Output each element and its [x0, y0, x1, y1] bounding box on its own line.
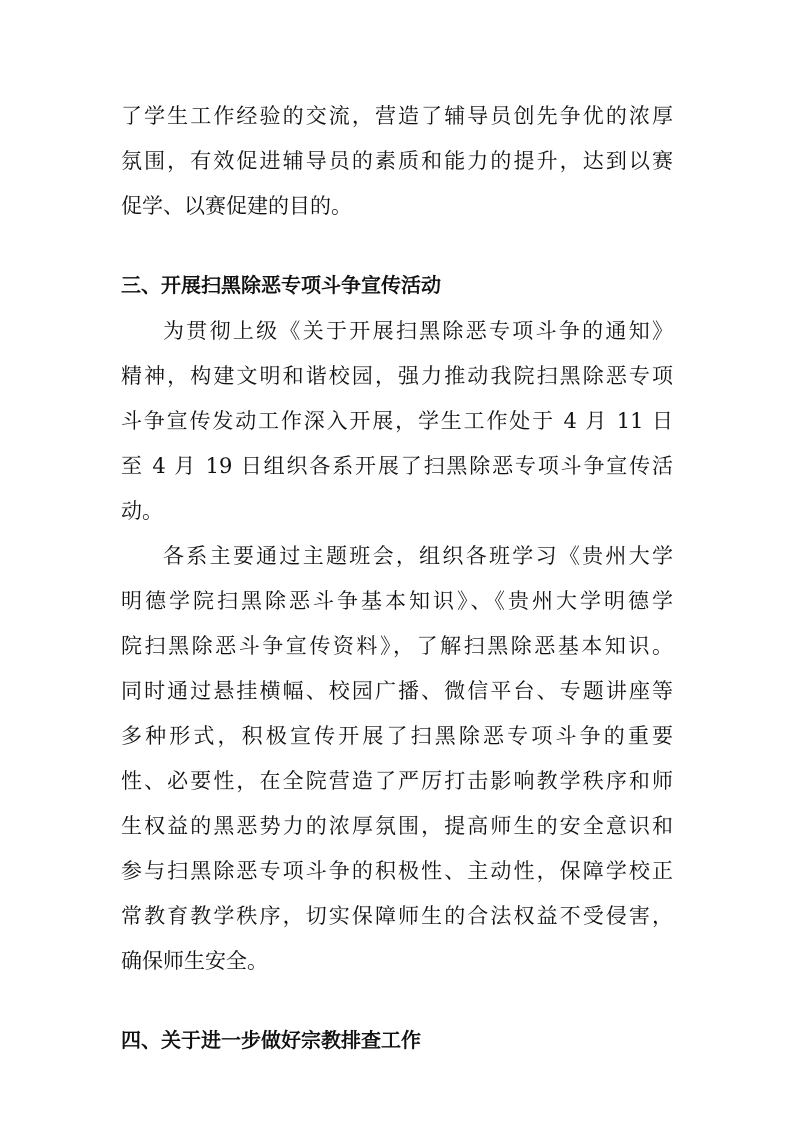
- paragraph-line: 确保师生安全。: [121, 949, 268, 973]
- paragraph-line: 同时通过悬挂横幅、校园广播、微信平台、专题讲座等: [121, 679, 673, 703]
- paragraph-line: 多种形式，积极宣传开展了扫黑除恶专项斗争的重要: [121, 724, 673, 748]
- paragraph-line: 院扫黑除恶斗争宣传资料》，了解扫黑除恶基本知识。: [121, 634, 673, 658]
- paragraph-line: 精神，构建文明和谐校园，强力推动我院扫黑除恶专项: [121, 364, 673, 388]
- paragraph-line: 性、必要性，在全院营造了严厉打击影响教学秩序和师: [121, 769, 673, 793]
- paragraph-line: 为贯彻上级《关于开展扫黑除恶专项斗争的通知》: [163, 319, 673, 343]
- paragraph-line: 常教育教学秩序，切实保障师生的合法权益不受侵害，: [121, 904, 673, 928]
- paragraph-line: 各系主要通过主题班会，组织各班学习《贵州大学: [163, 544, 673, 568]
- paragraph-line: 参与扫黑除恶专项斗争的积极性、主动性，保障学校正: [121, 859, 673, 883]
- paragraph-line: 明德学院扫黑除恶斗争基本知识》、《贵州大学明德学: [121, 589, 673, 613]
- paragraph-line: 斗争宣传发动工作深入开展，学生工作处于 4 月 11 日: [121, 409, 673, 433]
- paragraph-line: 动。: [121, 499, 163, 523]
- paragraph-line: 氛围，有效促进辅导员的素质和能力的提升，达到以赛: [121, 149, 673, 173]
- paragraph-line: 了学生工作经验的交流，营造了辅导员创先争优的浓厚: [121, 104, 673, 128]
- paragraph-line: 至 4 月 19 日组织各系开展了扫黑除恶专项斗争宣传活: [121, 454, 673, 478]
- section-heading-4: 四、关于进一步做好宗教排查工作: [121, 1028, 421, 1052]
- section-heading-3: 三、开展扫黑除恶专项斗争宣传活动: [121, 273, 441, 297]
- paragraph-line: 生权益的黑恶势力的浓厚氛围，提高师生的安全意识和: [121, 814, 673, 838]
- paragraph-line: 促学、以赛促建的目的。: [121, 194, 352, 218]
